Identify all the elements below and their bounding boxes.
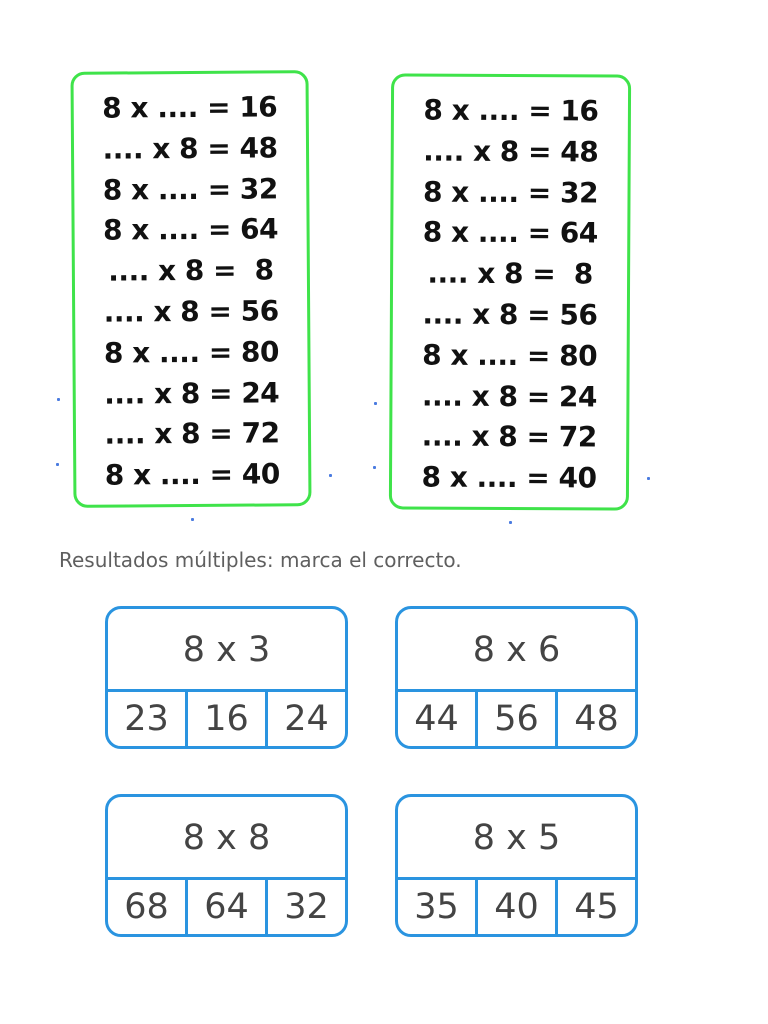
equation-line: .... x 8 = 24	[421, 379, 598, 414]
equation-line: 8 x .... = 32	[422, 175, 599, 210]
answer-option[interactable]: 23	[124, 699, 169, 739]
equation-list	[392, 90, 628, 499]
answer-option[interactable]: 44	[414, 699, 459, 739]
card-options	[108, 880, 345, 934]
equation-line: .... x 8 = 8	[427, 256, 593, 291]
equation-box-right	[389, 73, 631, 510]
equation-line: .... x 8 = 56	[103, 294, 279, 329]
equation-line: 8 x .... = 16	[423, 93, 599, 128]
equation-line: .... x 8 = 56	[422, 297, 598, 332]
equation-box-left	[70, 70, 311, 508]
card-question: 8 x 6	[398, 609, 635, 692]
choice-card	[105, 606, 348, 749]
choice-card	[105, 794, 348, 937]
equation-line: .... x 8 = 24	[104, 375, 280, 411]
stray-dot	[57, 398, 60, 401]
stray-dot	[509, 521, 512, 524]
answer-option[interactable]: 45	[555, 880, 635, 934]
card-question: 8 x 5	[398, 797, 635, 880]
equation-line: 8 x .... = 16	[102, 90, 278, 125]
equation-line: 8 x .... = 64	[102, 212, 279, 248]
answer-option[interactable]: 40	[475, 880, 555, 934]
stray-dot	[191, 518, 194, 521]
equation-line: .... x 8 = 72	[421, 419, 597, 454]
card-question: 8 x 8	[108, 797, 345, 880]
answer-option[interactable]: 24	[265, 692, 345, 746]
equation-line: 8 x .... = 32	[102, 171, 278, 207]
answer-option[interactable]: 56	[475, 692, 555, 746]
answer-option[interactable]: 64	[185, 880, 265, 934]
equation-line: .... x 8 = 48	[423, 134, 599, 169]
card-options	[398, 692, 635, 746]
stray-dot	[647, 477, 650, 480]
answer-option[interactable]: 35	[414, 887, 459, 927]
equation-line: .... x 8 = 72	[104, 416, 280, 451]
stray-dot	[56, 463, 59, 466]
equation-line: .... x 8 = 48	[102, 131, 278, 166]
equation-line: 8 x .... = 64	[422, 215, 598, 250]
equation-line: 8 x .... = 40	[104, 457, 280, 492]
stray-dot	[373, 466, 376, 469]
equation-line: .... x 8 = 8	[108, 253, 274, 288]
card-question: 8 x 3	[108, 609, 345, 692]
equation-line: 8 x .... = 80	[103, 335, 280, 370]
equation-line: 8 x .... = 40	[421, 460, 597, 495]
card-options	[398, 880, 635, 934]
answer-option[interactable]: 68	[124, 887, 169, 927]
card-options	[108, 692, 345, 746]
instruction-text: Resultados múltiples: marca el correcto.	[59, 548, 462, 572]
choice-card	[395, 606, 638, 749]
answer-option[interactable]: 48	[555, 692, 635, 746]
answer-option[interactable]: 16	[185, 692, 265, 746]
stray-dot	[374, 402, 377, 405]
stray-dot	[329, 474, 332, 477]
equation-line: 8 x .... = 80	[422, 338, 598, 373]
choice-card	[395, 794, 638, 937]
answer-option[interactable]: 32	[265, 880, 345, 934]
equation-list	[74, 87, 309, 497]
